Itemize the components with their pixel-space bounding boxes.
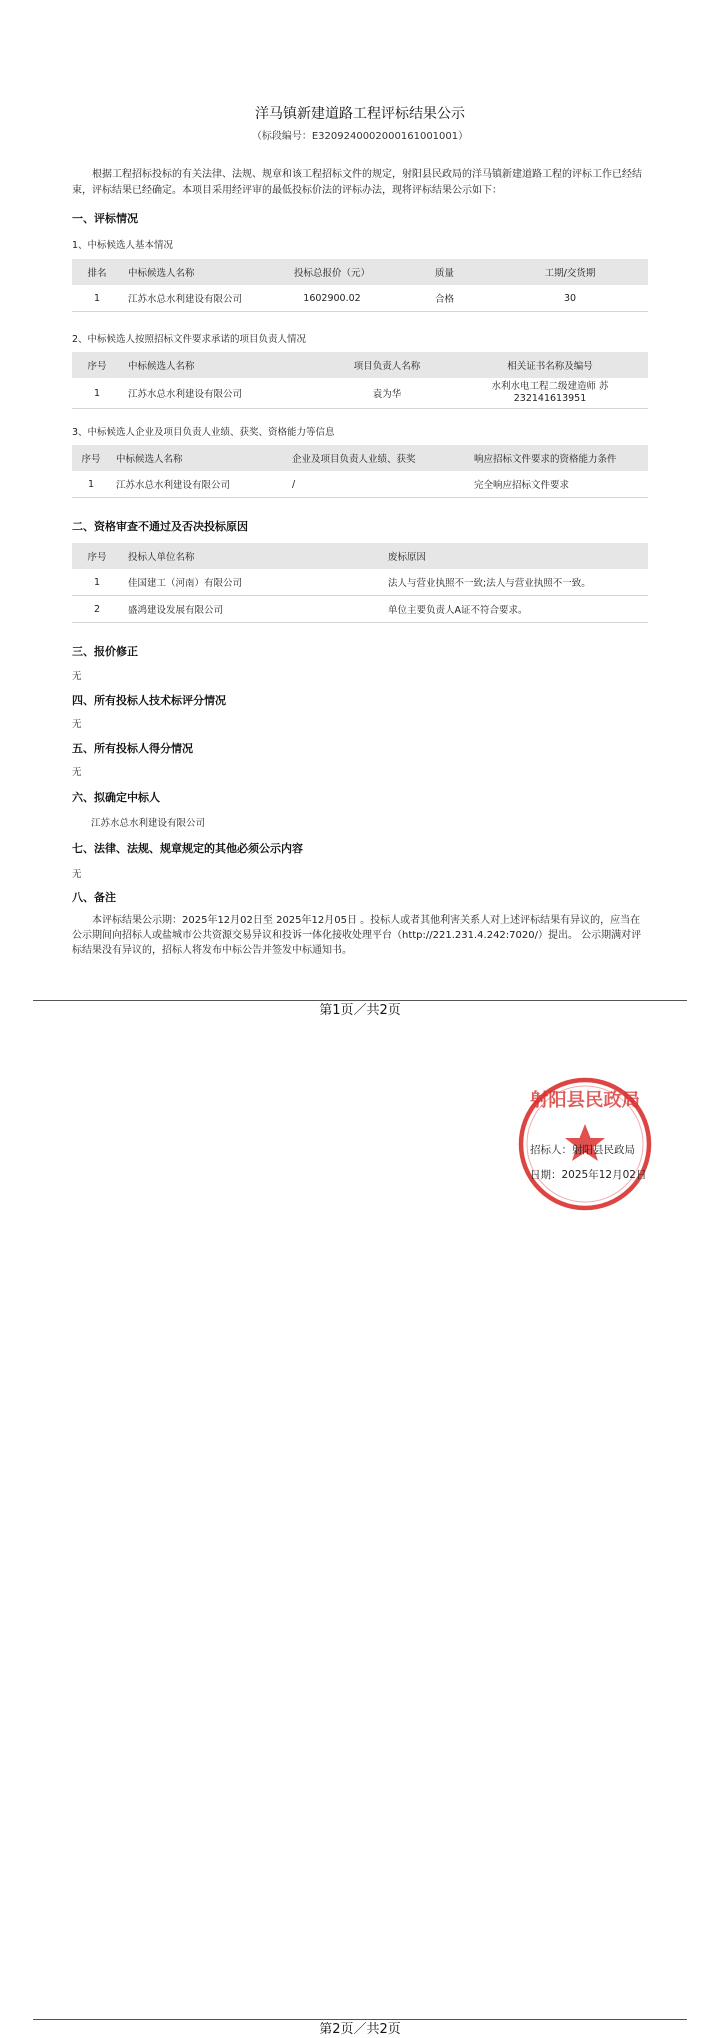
table-header-cell: 中标候选人名称 (110, 445, 286, 471)
index-cell: 1 (72, 569, 122, 596)
qualification-cell: 完全响应招标文件要求 (468, 471, 648, 498)
table-header-cell: 响应招标文件要求的资格能力条件 (468, 445, 648, 471)
candidate-name-cell: 江苏水总水利建设有限公司 (122, 378, 322, 409)
candidate-name-cell: 江苏水总水利建设有限公司 (122, 285, 267, 312)
signature-date: 日期：2025年12月02日 (530, 1169, 647, 1181)
table-row (72, 596, 648, 623)
index-cell: 2 (72, 596, 122, 623)
section-2-heading: 二、资格审查不通过及否决投标原因 (72, 520, 248, 533)
bid-price-cell: 1602900.02 (267, 285, 397, 312)
intro-paragraph: 根据工程招标投标的有关法律、法规、规章和该工程招标文件的规定，射阳县民政局的洋马镇新建道路工程的评标工作已经结束，评标结果已经确定。本项目采用经评审的最低投标价法的评标办法，现将评标结果公示如下： (72, 169, 642, 196)
section-5-content: 无 (72, 767, 82, 778)
section-7-content: 无 (72, 869, 82, 880)
table-header-cell: 中标候选人名称 (122, 259, 267, 285)
certificate-cell: 水利水电工程二级建造师 苏232141613951 (452, 378, 648, 409)
table-row (72, 378, 648, 409)
table-header-cell: 废标原因 (382, 543, 648, 569)
qualification-table (72, 445, 648, 498)
duration-cell: 30 (492, 285, 648, 312)
bid-section-number: （标段编号：E3209240002000161001001） (251, 131, 469, 142)
section-5-heading: 五、所有投标人得分情况 (72, 742, 193, 755)
rejection-reason-cell: 法人与营业执照不一致;法人与营业执照不一致。 (382, 569, 648, 596)
section-1-1-heading: 1、中标候选人基本情况 (72, 240, 174, 251)
table-header-cell: 企业及项目负责人业绩、获奖 (286, 445, 468, 471)
section-7-heading: 七、法律、法规、规章规定的其他必须公示内容 (72, 842, 303, 855)
table-row (72, 285, 648, 312)
section-4-content: 无 (72, 719, 82, 730)
table-header-cell: 质量 (397, 259, 492, 285)
table-row (72, 569, 648, 596)
section-6-heading: 六、拟确定中标人 (72, 791, 160, 804)
winning-bidder: 江苏水总水利建设有限公司 (91, 818, 206, 829)
performance-cell: / (286, 471, 468, 498)
index-cell: 1 (72, 471, 110, 498)
manager-name-cell: 袁为华 (322, 378, 452, 409)
table-header-cell: 序号 (72, 352, 122, 378)
section-8-heading: 八、备注 (72, 891, 116, 904)
table-header-cell: 序号 (72, 445, 110, 471)
table-row (72, 471, 648, 498)
candidate-name-cell: 江苏水总水利建设有限公司 (110, 471, 286, 498)
section-3-heading: 三、报价修正 (72, 645, 138, 658)
page-title: 洋马镇新建道路工程评标结果公示 (255, 106, 465, 122)
section-8-content: 本评标结果公示期：2025年12月02日至 2025年12月05日 。投标人或者其他利害关系人对上述评标结果有异议的，应当在公示期间向招标人或盐城市公共资源交易异议和投诉一体化接收处理平台（http://221.231.4.242:7020/）提出。 公示期满对评标结果没有异议的，招标人将发布中标公告并签发中标通知书。 (72, 915, 642, 956)
project-manager-table (72, 352, 648, 409)
quality-cell: 合格 (397, 285, 492, 312)
section-1-3-heading: 3、中标候选人企业及项目负责人业绩、获奖、资格能力等信息 (72, 427, 335, 438)
page-2-footer: 第2页／共2页 (319, 2022, 401, 2037)
table-header-row (72, 543, 648, 569)
table-header-cell: 项目负责人名称 (322, 352, 452, 378)
rejection-reason-cell: 单位主要负责人A证不符合要求。 (382, 596, 648, 623)
table-header-cell: 投标人单位名称 (122, 543, 382, 569)
section-3-content: 无 (72, 671, 82, 682)
page-1-footer: 第1页／共2页 (319, 1003, 401, 1018)
tenderer-signature: 招标人：射阳县民政局 (530, 1144, 635, 1156)
section-4-heading: 四、所有投标人技术标评分情况 (72, 694, 226, 707)
table-header-cell: 排名 (72, 259, 122, 285)
table-header-row (72, 259, 648, 285)
table-header-row (72, 445, 648, 471)
table-header-cell: 相关证书名称及编号 (452, 352, 648, 378)
section-1-heading: 一、评标情况 (72, 212, 138, 225)
seal-text: 射阳县民政局 (530, 1090, 638, 1111)
table-header-row (72, 352, 648, 378)
rejected-bids-table (72, 543, 648, 623)
candidate-basic-table (72, 259, 648, 312)
rank-cell: 1 (72, 285, 122, 312)
bidder-name-cell: 盛鸿建设发展有限公司 (122, 596, 382, 623)
table-header-cell: 序号 (72, 543, 122, 569)
section-1-2-heading: 2、中标候选人按照招标文件要求承诺的项目负责人情况 (72, 334, 307, 345)
bidder-name-cell: 佳国建工（河南）有限公司 (122, 569, 382, 596)
index-cell: 1 (72, 378, 122, 409)
table-header-cell: 工期/交货期 (492, 259, 648, 285)
table-header-cell: 中标候选人名称 (122, 352, 322, 378)
table-header-cell: 投标总报价（元） (267, 259, 397, 285)
